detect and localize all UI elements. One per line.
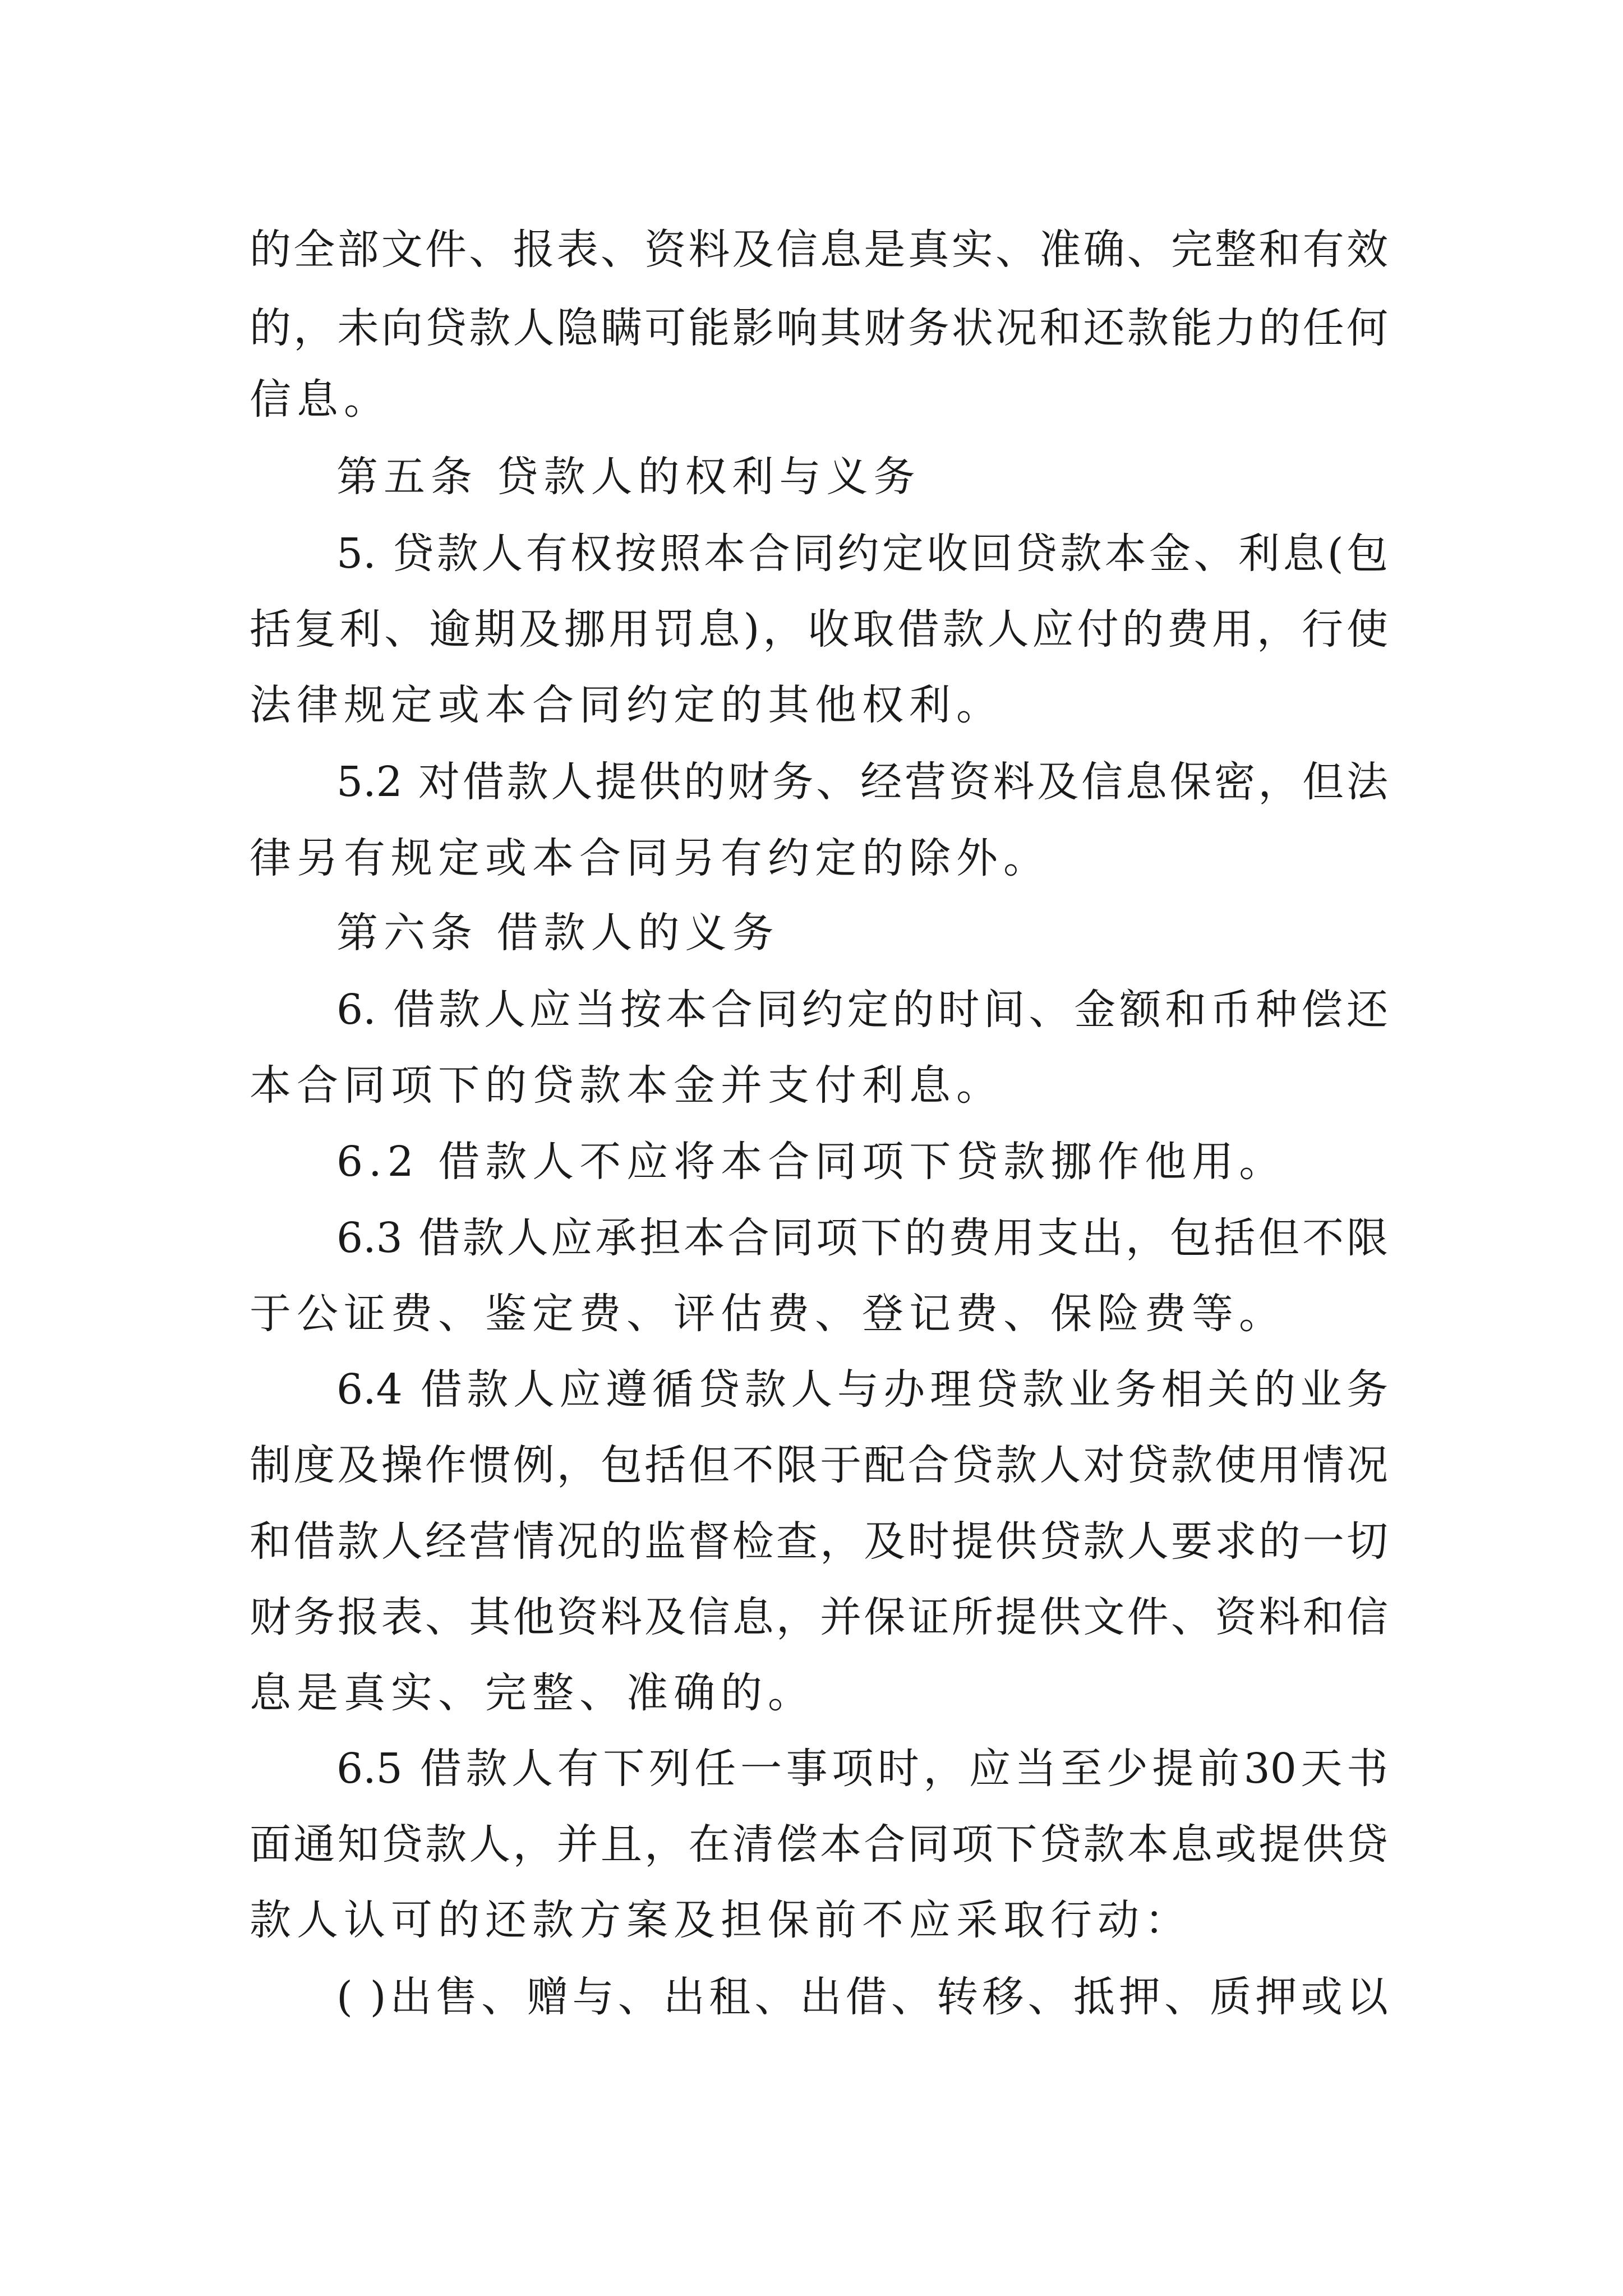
text-line: ( )出售、赠与、出租、出借、转移、抵押、质押或以 xyxy=(336,1973,1388,2021)
text-line: 制度及操作惯例，包括但不限于配合贷款人对贷款使用情况 xyxy=(250,1441,1388,1489)
text-line: 6.4 借款人应遵循贷款人与办理贷款业务相关的业务 xyxy=(336,1365,1388,1414)
text-line: 6.2 借款人不应将本合同项下贷款挪作他用。 xyxy=(336,1138,1287,1186)
text-line: 本合同项下的贷款本金并支付利息。 xyxy=(250,1061,1003,1110)
text-line: 6. 借款人应当按本合同约定的时间、金额和币种偿还 xyxy=(336,986,1388,1034)
text-line: 和借款人经营情况的监督检查，及时提供贷款人要求的一切 xyxy=(250,1517,1388,1566)
section-heading: 第六条 借款人的义务 xyxy=(336,909,780,957)
text-line: 6.3 借款人应承担本合同项下的费用支出，包括但不限 xyxy=(336,1214,1388,1262)
text-line: 5.2 对借款人提供的财务、经营资料及信息保密，但法 xyxy=(336,758,1388,806)
text-line: 财务报表、其他资料及信息，并保证所提供文件、资料和信 xyxy=(250,1593,1388,1641)
text-line: 5. 贷款人有权按照本合同约定收回贷款本金、利息(包 xyxy=(336,530,1388,578)
text-line: 面通知贷款人，并且，在清偿本合同项下贷款本息或提供贷 xyxy=(250,1820,1388,1869)
text-line: 律另有规定或本合同另有约定的除外。 xyxy=(250,834,1050,882)
text-line: 信息。 xyxy=(250,375,391,424)
text-line: 的全部文件、报表、资料及信息是真实、准确、完整和有效 xyxy=(250,226,1388,274)
text-line: 款人认可的还款方案及担保前不应采取行动： xyxy=(250,1896,1192,1944)
text-line: 法律规定或本合同约定的其他权利。 xyxy=(250,681,1003,729)
text-line: 息是真实、完整、准确的。 xyxy=(250,1669,815,1717)
text-line: 于公证费、鉴定费、评估费、登记费、保险费等。 xyxy=(250,1290,1286,1338)
text-line: 括复利、逾期及挪用罚息)，收取借款人应付的费用，行使 xyxy=(250,605,1388,654)
text-line: 的，未向贷款人隐瞒可能影响其财务状况和还款能力的任何 xyxy=(250,304,1388,352)
text-line: 6.5 借款人有下列任一事项时，应当至少提前30天书 xyxy=(336,1745,1388,1793)
section-heading: 第五条 贷款人的权利与义务 xyxy=(336,453,921,501)
